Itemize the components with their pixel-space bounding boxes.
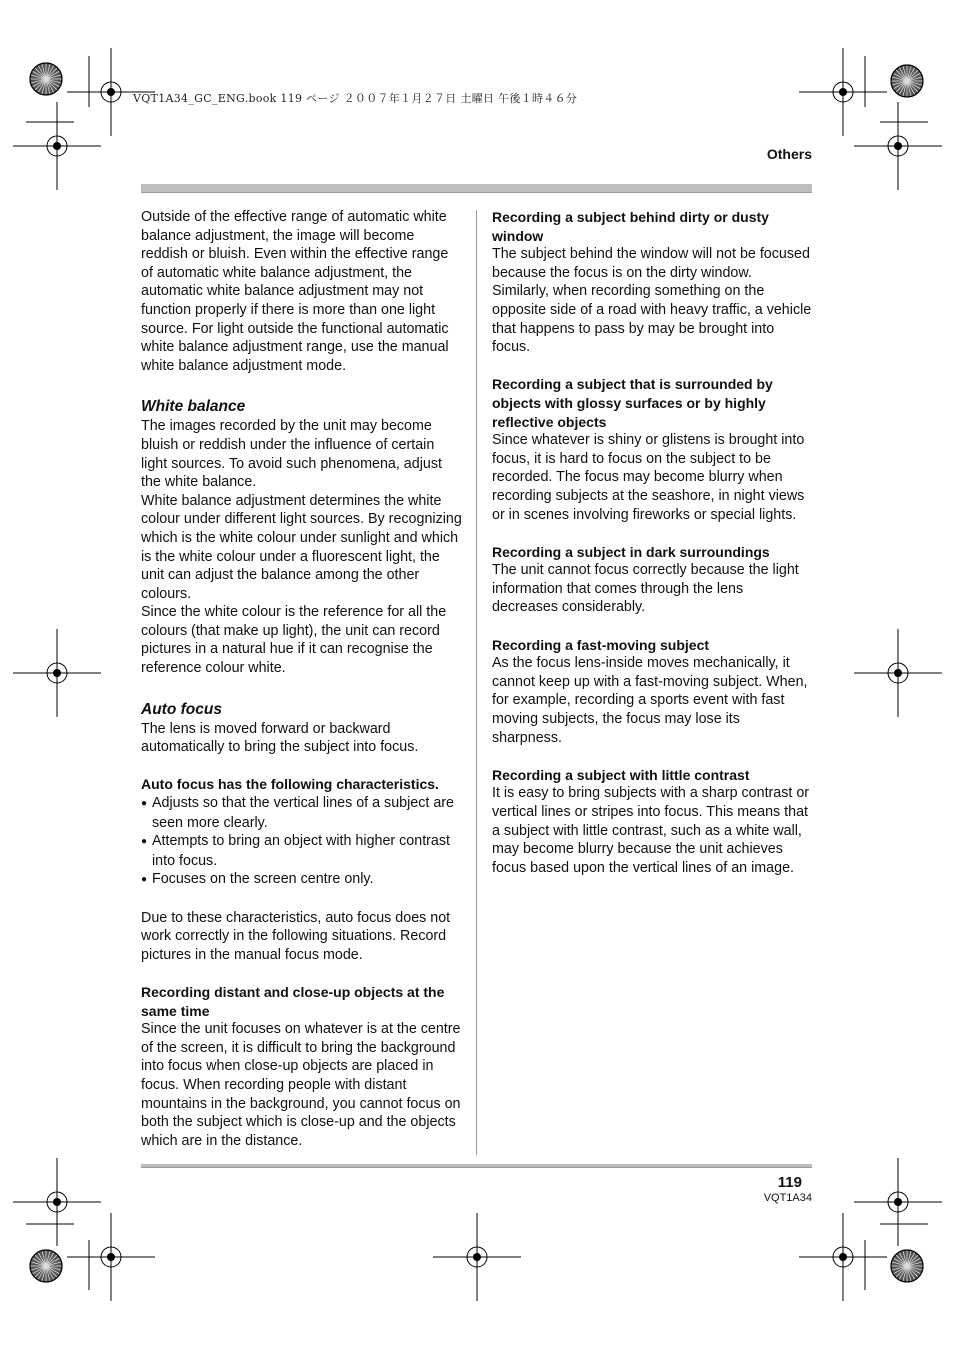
auto-focus-paragraph-2: Due to these characteristics, auto focus does not work correctly in the following situations. Record pictures in the manual focus mode. <box>141 909 451 963</box>
left-column <box>141 208 463 1150</box>
printer-slug-line: VQT1A34_GC_ENG.book 119 ページ ２００７年１月２７日 土曜日 午後１時４６分 <box>133 92 578 105</box>
crosshair-registration-icon <box>854 1158 942 1246</box>
column-divider <box>476 210 477 1155</box>
distant-closeup-heading: Recording distant and close-up objects at the same time <box>141 983 445 1019</box>
auto-focus-paragraph-1: The lens is moved forward or backward automatically to bring the subject into focus. <box>141 720 419 756</box>
white-balance-paragraph-2: White balance adjustment determines the white colour under different light sources. By recognizing which is the white colour under sunlight and which is the white colour under a fluorescent light, the unit can adjust the balance among the other colours. <box>141 492 462 602</box>
dark-surroundings-body: The unit cannot focus correctly because the light information that comes through the lens decreases considerably. <box>492 562 799 616</box>
fast-moving-heading: Recording a fast-moving subject <box>492 636 710 653</box>
intro-paragraph: Outside of the effective range of automatic white balance adjustment, the image will become reddish or bluish. Even within the effective range of automatic white balance adjustment, the automatic white balance adjustment may not function properly if there is more than one light source. For light outside the functional automatic white balance adjustment range, use the manual white balance adjustment mode. <box>141 209 449 374</box>
footer-rule <box>141 1164 812 1168</box>
bullet-icon: ● <box>141 874 148 886</box>
crosshair-registration-icon <box>799 1213 887 1301</box>
glossy-surfaces-heading: Recording a subject that is surrounded by objects with glossy surfaces or by highly reflective objects <box>492 376 773 430</box>
little-contrast-body: It is easy to bring subjects with a sharp contrast or vertical lines or stripes into focus. This means that a subject with little contrast, such as a white wall, may become blurry because the unit achieves focus based upon the vertical lines of an image. <box>492 785 810 876</box>
radial-star-target-icon <box>30 63 62 95</box>
white-balance-heading: White balance <box>141 398 246 416</box>
little-contrast-heading: Recording a subject with little contrast <box>492 766 750 783</box>
auto-focus-heading: Auto focus <box>141 700 222 718</box>
list-item: ● Attempts to bring an object with higher contrast into focus. <box>141 833 451 869</box>
dark-surroundings-heading: Recording a subject in dark surroundings <box>492 543 770 560</box>
white-balance-paragraph-1: The images recorded by the unit may become bluish or reddish under the influence of certain light sources. To avoid such phenomena, adjust the white balance. <box>141 418 442 491</box>
bullet-icon: ● <box>141 836 148 848</box>
crosshair-registration-icon <box>13 1158 101 1246</box>
crosshair-registration-icon <box>13 629 101 717</box>
radial-star-target-icon <box>891 1250 923 1282</box>
crosshair-registration-icon <box>854 629 942 717</box>
radial-star-target-icon <box>891 65 923 97</box>
radial-star-target-icon <box>30 1250 62 1282</box>
crosshair-registration-icon <box>854 102 942 190</box>
fast-moving-body: As the focus lens-inside moves mechanically, it cannot keep up with a fast-moving subject. When, for example, recording a sports event with fast moving subjects, the focus may lose its sharpness. <box>492 655 808 746</box>
dirty-window-heading: Recording a subject behind dirty or dusty window <box>492 209 769 244</box>
page-number: 119 <box>777 1174 802 1191</box>
list-item: ● Focuses on the screen centre only. <box>141 870 463 890</box>
dirty-window-body-1: The subject behind the window will not be focused because the focus is on the dirty window. <box>492 246 810 281</box>
characteristics-heading: Auto focus has the following characteristics. <box>141 776 439 793</box>
white-balance-paragraph-3: Since the white colour is the reference for all the colours (that make up light), the unit can record pictures in a natural hue if it can recognise the reference colour white. <box>141 604 447 677</box>
distant-closeup-body: Since the unit focuses on whatever is at the centre of the screen, it is difficult to bring the background into focus when close-up objects are placed in focus. When recording people with distant mountains in the background, you cannot focus on both the subject which is close-up and the objects which are in the distance. <box>141 1021 461 1149</box>
bullet-icon: ● <box>141 798 148 810</box>
right-column <box>492 208 812 877</box>
dirty-window-body-2: Similarly, when recording something on the opposite side of a road with heavy traffic, a vehicle that happens to pass by may be brought into focus. <box>492 283 812 356</box>
header-rule <box>141 184 812 193</box>
glossy-surfaces-body: Since whatever is shiny or glistens is brought into focus, it is hard to focus on the subject to be recorded. The focus may become blurry when recording subjects at the seashore, in night views or in scenes involving fireworks or special lights. <box>492 432 805 523</box>
section-label: Others <box>766 146 812 162</box>
crosshair-registration-icon <box>67 1213 155 1301</box>
crosshair-registration-icon <box>433 1213 521 1301</box>
model-code: VQT1A34 <box>763 1192 812 1204</box>
characteristics-list <box>141 794 463 890</box>
list-item: ● Adjusts so that the vertical lines of a subject are seen more clearly. <box>141 795 454 831</box>
crosshair-registration-icon <box>13 102 101 190</box>
crosshair-registration-icon <box>799 48 887 136</box>
